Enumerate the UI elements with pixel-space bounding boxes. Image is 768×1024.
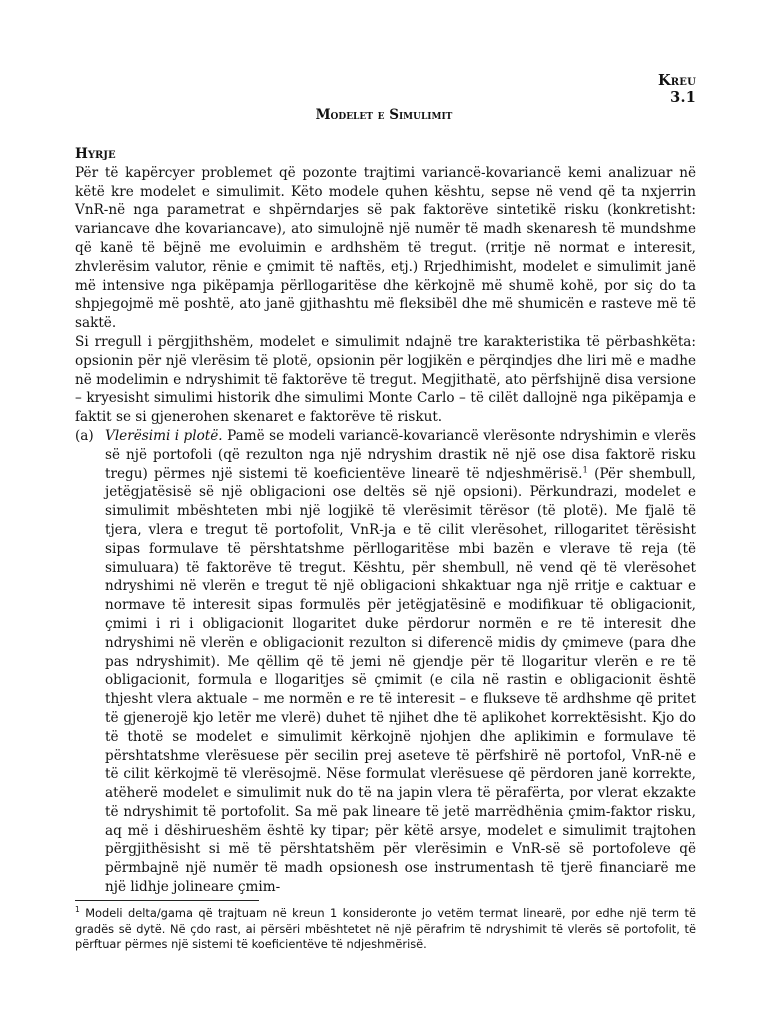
footnote-text: Modeli delta/gama që trajtuam në kreun 1 konsideronte jo vetëm termat linearë, por edhe një term të gradës së dytë. Në çdo rast, ai përsëri mbështetet në një përafrim të ndryshimit të vlerës së portofolit, të përftuar përmes një sistemi të koeficientëve të ndjeshmërisë. — [75, 906, 696, 951]
list-item-full-valuation — [75, 427, 696, 897]
paragraph-intro: Për të kapërcyer problemet që pozonte trajtimi variancë-kovariancë kemi analizuar në këtë kre modelet e simulimit. Këto modele quhen kështu, sepse në vend që ta nxjerrin VnR-në nga parametrat e shpërndarjes së pak faktorëve sintetikë risku (konkretisht: variancave dhe kovariancave), ato simulojnë një numër të madh skenaresh të mundshme që kanë të bëjnë me evoluimin e ardhshëm të tregut. (rritje në normat e interesit, zhvlerësim valutor, rënie e çmimit të naftës, etj.) Rrjedhimisht, modelet e simulimit janë më intensive nga pikëpamja përllogaritëse dhe kërkojnë më shumë kohë, por siç do ta shpjegojmë më poshtë, ato janë gjithashtu më fleksibël dhe më shumicën e rasteve më të saktë. — [75, 164, 696, 332]
footnote-reference[interactable]: 1 — [582, 465, 588, 476]
footnote-divider — [75, 900, 259, 901]
list-item-lead: Vlerësimi i plotë. — [105, 427, 223, 444]
list-item-text-part2: (Për shembull, jetëgjatësisë së një obligacioni ose deltës së një opsioni). Përkundrazi, modelet e simulimit mbështeten mbi një logjikë të vlerësimit tërësor (të plotë). Me fjalë të tjera, vlera e tregut të portofolit, VnR-ja e të cilit vlerësohet, rillogaritet tërësisht sipas formulave të përshtatshme përllogaritëse mbi bazën e vlerave të reja (të simuluara) të faktorëve të tregut. Kështu, për shembull, në vend që të vlerësohet ndryshimi në vlerën e tregut të një obligacioni shkaktuar nga një rritje e caktuar e normave të interesit sipas formulës për jetëgjatësinë e modifikuar të obligacionit, çmimi i ri i obligacionit llogaritet duke përdorur normën e re të interesit dhe ndryshimi në vlerën e obligacionit rezulton si diferencë midis dy çmimeve (para dhe pas ndryshimit). Me qëllim që të jemi në gjendje për të llogaritur vlerën e re të obligacionit, formula e llogaritjes së çmimit (e cila në rastin e obligacionit është thjesht vlera aktuale – me normën e re të interesit – e flukseve të ardhshme që pritet të gjenerojë kjo letër me vlerë) duhet të njihet dhe të aplikohet korrektësisht. Kjo do të thotë se modelet e simulimit kërkojnë njohjen dhe aplikimin e formulave të përshtatshme vlerësuese për secilin prej aseteve të përfshirë në portofol, VnR-në e të cilit kërkojmë të vlerësojmë. Nëse formulat vlerësuese që përdoren janë korrekte, atëherë modelet e simulimit nuk do të na japin vlera të përafërta, por vlerat ekzakte të ndryshimit të portofolit. Sa më pak lineare të jetë marrëdhënia çmim-faktor risku, aq më i dëshirueshëm është ky tipar; për këtë arsye, modelet e simulimit trajtohen përgjithësisht si më të përshtatshëm për vlerësimin e VnR-së së portofoleve që përmbajnë një numër të madh opsionesh ose instrumentash të tjerë financiarë me një lidhje jolineare çmim- — [105, 465, 696, 896]
page-title: Modelet e Simulimit — [315, 107, 453, 123]
list-item-text-part1: Pamë se modeli variancë-kovariancë vlerësonte ndryshimin e vlerës së një portofoli (që rezulton nga një ndryshim drastik në një ose disa faktorë risku tregu) përmes një sistemi të koeficientëve linearë të ndjeshmërisë. — [105, 427, 696, 482]
footnote-number: 1 — [75, 905, 80, 915]
list-item-marker: (a) — [75, 427, 94, 444]
main-text — [75, 145, 696, 897]
paragraph-characteristics: Si rregull i përgjithshëm, modelet e simulimit ndajnë tre karakteristika të përbashkëta: opsionin për një vlerësim të plotë, opsionin për logjikën e përqindjes dhe liri më e madhe në modelimin e ndryshimit të faktorëve të tregut. Megjithatë, ato përfshijnë disa versione – kryesisht simulimi historik dhe simulimi Monte Carlo – të cilët dallojnë nga pikëpamja e faktit se si gjenerohen skenaret e faktorëve të riskut. — [75, 333, 696, 426]
chapter-label: Kreu 3.1 — [657, 72, 696, 106]
section-heading: Hyrje — [75, 146, 116, 162]
footnote — [75, 906, 696, 953]
